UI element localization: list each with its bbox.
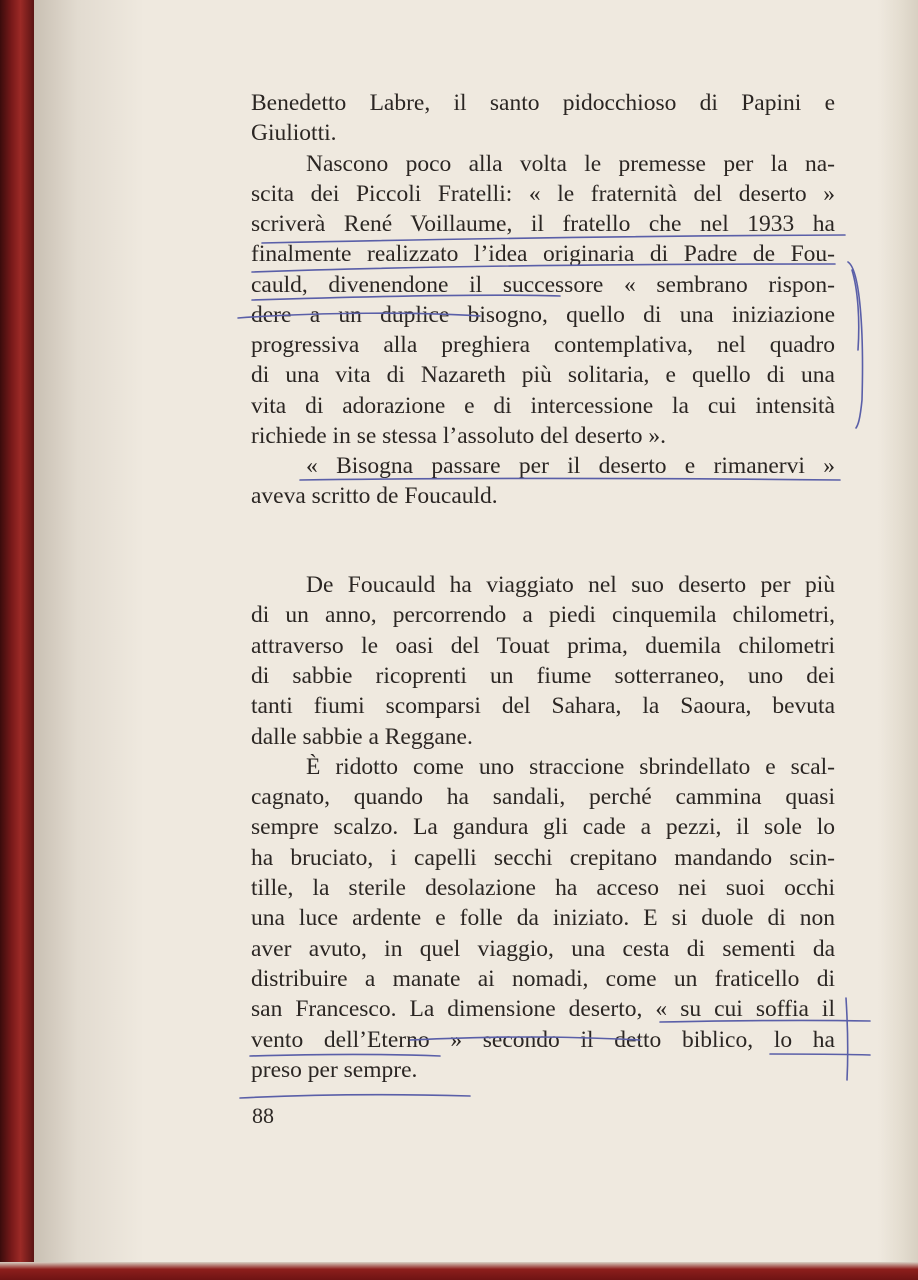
text-line: « Bisogna passare per il deserto e rimanervi »: [306, 453, 835, 479]
text-line: finalmente realizzato l’idea originaria di Padre de Fou-: [251, 241, 835, 268]
text-line: richiede in se stessa l’assoluto del deserto ».: [251, 422, 667, 449]
underline-mark: [238, 313, 480, 318]
text-line: dalle sabbie a Reggane.: [251, 723, 473, 750]
text-line: tille, la sterile desolazione ha acceso nei suoi occhi: [251, 875, 835, 901]
underline-mark: [660, 1020, 870, 1022]
text-line: sempre scalzo. La gandura gli cade a pezzi, il sole lo: [251, 814, 835, 841]
text-line: una luce ardente e folle da iniziato. E si duole di non: [251, 905, 835, 932]
text-line: aver avuto, in quel viaggio, una cesta di sementi da: [251, 935, 835, 962]
text-line: vita di adorazione e di intercessione la cui intensità: [251, 392, 835, 419]
margin-bracket: [852, 270, 859, 350]
text-line: cagnato, quando ha sandali, perché cammina quasi: [251, 784, 835, 811]
text-line: Giuliotti.: [251, 120, 337, 147]
text-line: attraverso le oasi del Touat prima, duemila chilometri: [251, 632, 835, 659]
text-line: Benedetto Labre, il santo pidocchioso di Papini e: [251, 90, 835, 116]
margin-bracket: [846, 998, 848, 1080]
underline-mark: [250, 1055, 440, 1057]
text-line: tanti fiumi scomparsi del Sahara, la Saoura, bevuta: [251, 693, 835, 720]
underline-mark: [252, 295, 560, 300]
text-line: san Francesco. La dimensione deserto, « su cui soffia il: [251, 996, 835, 1023]
underline-mark: [240, 1095, 470, 1098]
text-line: di una vita di Nazareth più solitaria, e quello di una: [251, 362, 835, 389]
underline-mark: [410, 1037, 640, 1040]
text-line: È ridotto come uno straccione sbrindellato e scal-: [306, 753, 835, 780]
underline-mark: [262, 235, 845, 243]
text-line: scita dei Piccoli Fratelli: « le fraternità del deserto »: [251, 180, 835, 207]
underline-mark: [252, 264, 835, 272]
text-line: Nascono poco alla volta le premesse per la na-: [306, 150, 835, 177]
text-line: dere a un duplice bisogno, quello di una iniziazione: [251, 301, 835, 328]
text-line: vento dell’Eterno » secondo il detto biblico, lo ha: [251, 1026, 835, 1053]
text-line: scriverà René Voillaume, il fratello che nel 1933 ha: [251, 211, 835, 237]
underline-mark: [300, 479, 840, 481]
text-line: distribuire a manate ai nomadi, come un fraticello di: [251, 965, 835, 992]
text-line: ha bruciato, i capelli secchi crepitano mandando scin-: [251, 844, 835, 871]
text-line: di un anno, percorrendo a piedi cinquemila chilometri,: [251, 602, 835, 629]
text-line: di sabbie ricoprenti un fiume sotterraneo, uno dei: [251, 662, 835, 689]
page-number: 88: [252, 1103, 274, 1128]
text-line: aveva scritto de Foucauld.: [251, 483, 498, 510]
text-line: progressiva alla preghiera contemplativa, nel quadro: [251, 332, 835, 358]
text-line: preso per sempre.: [251, 1056, 418, 1083]
underline-mark: [770, 1054, 870, 1055]
text-line: cauld, divenendone il successore « sembrano rispon-: [251, 271, 835, 298]
text-line: De Foucauld ha viaggiato nel suo deserto per più: [306, 572, 835, 598]
